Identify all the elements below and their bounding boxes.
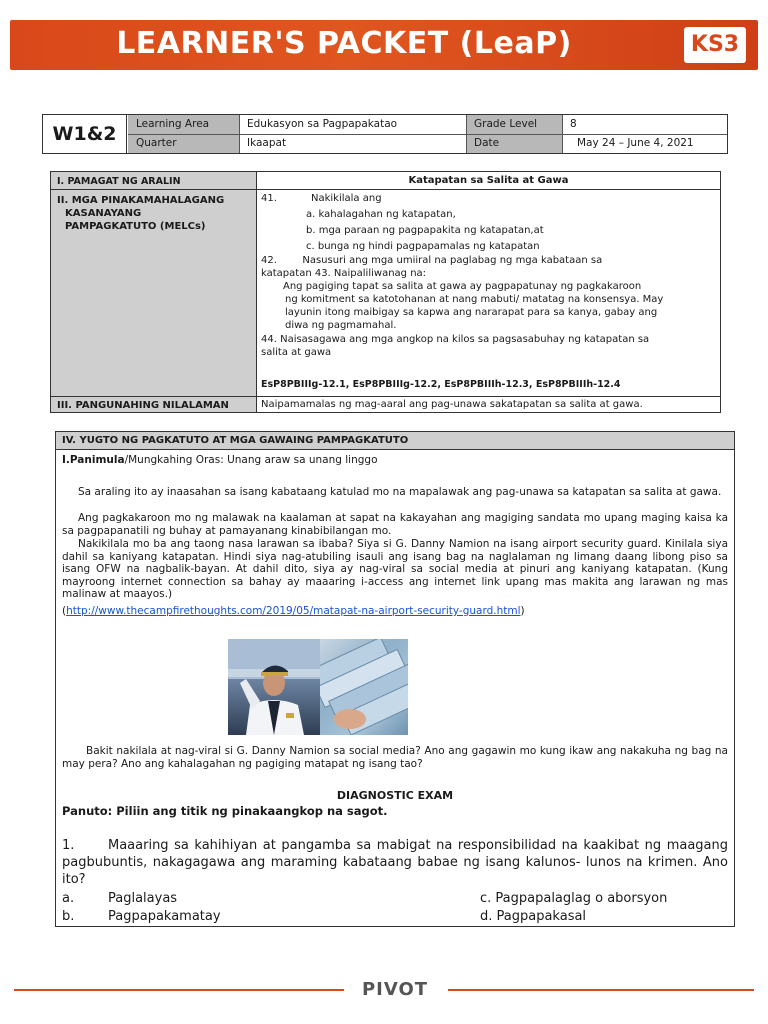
panuto-instructions: Panuto: Piliin ang titik ng pinakaangkop na sagot. — [62, 804, 388, 818]
money-illustration — [320, 639, 408, 735]
option-a-letter: a. — [62, 891, 75, 906]
lesson-info-table — [50, 171, 721, 413]
melc-44-line-1: 44. Naisasagawa ang mga angkop na kilos sa pagsasabuhay ng katapatan sa — [261, 334, 650, 345]
ks3-badge: KS3 — [684, 27, 746, 63]
grade-level-value: 8 — [570, 118, 577, 130]
intro-paragraph-2: Ang pagkakaroon mo ng malawak na kaalaman at sapat na kakayahan ang magiging sandata mo upang maging kaisa ka sa pagpapanatili ng buhay at pamayanang kinabibilangan mo. — [62, 512, 728, 537]
melc-41-text: Nakikilala ang — [311, 193, 382, 204]
info-table — [42, 114, 728, 154]
diagnostic-title: DIAGNOSTIC EXAM — [336, 789, 454, 802]
panimula-title: I.Panimula — [62, 454, 125, 466]
footer-line-left — [14, 989, 344, 991]
intro-paragraph-1: Sa araling ito ay inaasahan sa isang kabataang katulad mo na mapalawak ang pag-unawa sa katapatan sa salita at gawa. — [78, 486, 722, 498]
reference-link-line: (http://www.thecampfirethoughts.com/2019/05/matapat-na-airport-security-guard.html) — [62, 605, 525, 617]
melc-41-c: c. bunga ng hindi pagpapamalas ng katapatan — [306, 241, 540, 252]
learning-area-label: Learning Area — [136, 118, 210, 130]
week-label: W1&2 — [43, 115, 127, 153]
money-photo — [320, 639, 408, 735]
question-1-text: Maaaring sa kahihiyan at pangamba sa mabigat na responsibilidad na kaakibat ng maagang pagbubuntis, nakagagawa ang maraming kabataang babae ng isang kalunos- lunos na krimen. Ano ito? — [62, 838, 728, 887]
learning-area-value: Edukasyon sa Pagpapakatao — [247, 118, 398, 130]
pivot-logo: PIVOT — [361, 979, 429, 1000]
learning-activities-box — [55, 431, 735, 927]
panimula-time: /Mungkahing Oras: Unang araw sa unang linggo — [124, 454, 378, 466]
melc-43-line-3: layunin itong maibigay sa kapwa ang nararapat para sa kanya, gabay ang — [285, 307, 658, 318]
melc-43-line-1: Ang pagiging tapat sa salita at gawa ay pagpapatunay ng pagkakaroon — [283, 281, 642, 292]
intro-paragraph-3: Nakikilala mo ba ang taong nasa larawan sa ibaba? Siya si G. Danny Namion na isang airport security guard. Kinilala siya dahil sa kaniyang katapatan. Hindi siya nag-atubiling isauli ang isang bag na naglalaman ng limang daang libong piso sa isang OFW na nagbalik-bayan. At dahil dito, siya ay nag-viral sa social media at pinuri ang kaniyang katapatan. (Kung mayroong internet connection sa bahay ay maaaring i-access ang internet link upang mas makita ang larawan ng mas malinaw at maayos.) — [62, 538, 728, 600]
question-1-number: 1. — [62, 838, 75, 853]
reference-link[interactable]: http://www.thecampfirethoughts.com/2019/05/matapat-na-airport-security-guard.html — [66, 605, 521, 617]
security-guard-photo — [228, 639, 320, 735]
quarter-value: Ikaapat — [247, 137, 287, 149]
header-banner — [10, 20, 758, 70]
security-guard-illustration — [228, 639, 320, 735]
option-a[interactable]: Paglalayas — [108, 891, 178, 906]
melc-codes: EsP8PBIIIg-12.1, EsP8PBIIIg-12.2, EsP8PBIIIh-12.3, EsP8PBIIIh-12.4 — [261, 379, 621, 390]
reflection-questions: Bakit nakilala at nag-viral si G. Danny Namion sa social media? Ano ang gagawin mo kung ikaw ang nakakuha ng bag na may pera? Ano ang kahalagahan ng pagiging matapat ng isang tao? — [62, 745, 728, 770]
melc-41-number: 41. — [261, 193, 277, 204]
panimula-line — [62, 454, 728, 467]
melc-41-b: b. mga paraan ng pagpapakita ng katapatan,at — [306, 225, 544, 236]
melc-41-a: a. kahalagahan ng katapatan, — [306, 209, 456, 220]
melc-43-line-2: ng komitment sa katotohanan at nang mabuti/ matatag na konsensya. May — [285, 294, 664, 305]
nilalaman-value: Naipamamalas ng mag-aaral ang pag-unawa sakatapatan sa salita at gawa. — [261, 399, 643, 410]
quarter-label: Quarter — [136, 137, 177, 149]
melcs-label-1: II. MGA PINAKAMAHALAGANG — [57, 195, 225, 206]
option-c[interactable]: c. Pagpapalaglag o aborsyon — [480, 891, 668, 906]
grade-level-label: Grade Level — [474, 118, 538, 130]
nilalaman-label: III. PANGUNAHING NILALAMAN — [57, 400, 229, 411]
melc-44-line-2: salita at gawa — [261, 347, 332, 358]
melcs-label-2: KASANAYANG — [65, 208, 142, 219]
packet-title: LEARNER'S PACKET (LeaP) — [116, 26, 572, 61]
question-1 — [62, 837, 728, 888]
melc-42-line-2: katapatan 43. Naipaliliwanag na: — [261, 268, 427, 279]
lesson-title: Katapatan sa Salita at Gawa — [408, 175, 569, 186]
melcs-label-3: PAMPAGKATUTO (MELCs) — [65, 221, 206, 232]
option-d[interactable]: d. Pagpapakasal — [480, 909, 587, 924]
row-divider-3 — [51, 396, 720, 397]
date-value: May 24 – June 4, 2021 — [577, 137, 694, 149]
pamagat-label: I. PAMAGAT NG ARALIN — [57, 176, 181, 187]
melc-42-line-1: 42. Nasusuri ang mga umiiral na paglabag ng mga kabataan sa — [261, 255, 603, 266]
option-b-letter: b. — [62, 909, 75, 924]
melc-43-line-4: diwa ng pagmamahal. — [285, 320, 397, 331]
date-label: Date — [474, 137, 500, 149]
option-b[interactable]: Pagpapakamatay — [108, 909, 221, 924]
activities-header: IV. YUGTO NG PAGKATUTO AT MGA GAWAING PAMPAGKATUTO — [56, 432, 734, 450]
footer-line-right — [448, 989, 754, 991]
